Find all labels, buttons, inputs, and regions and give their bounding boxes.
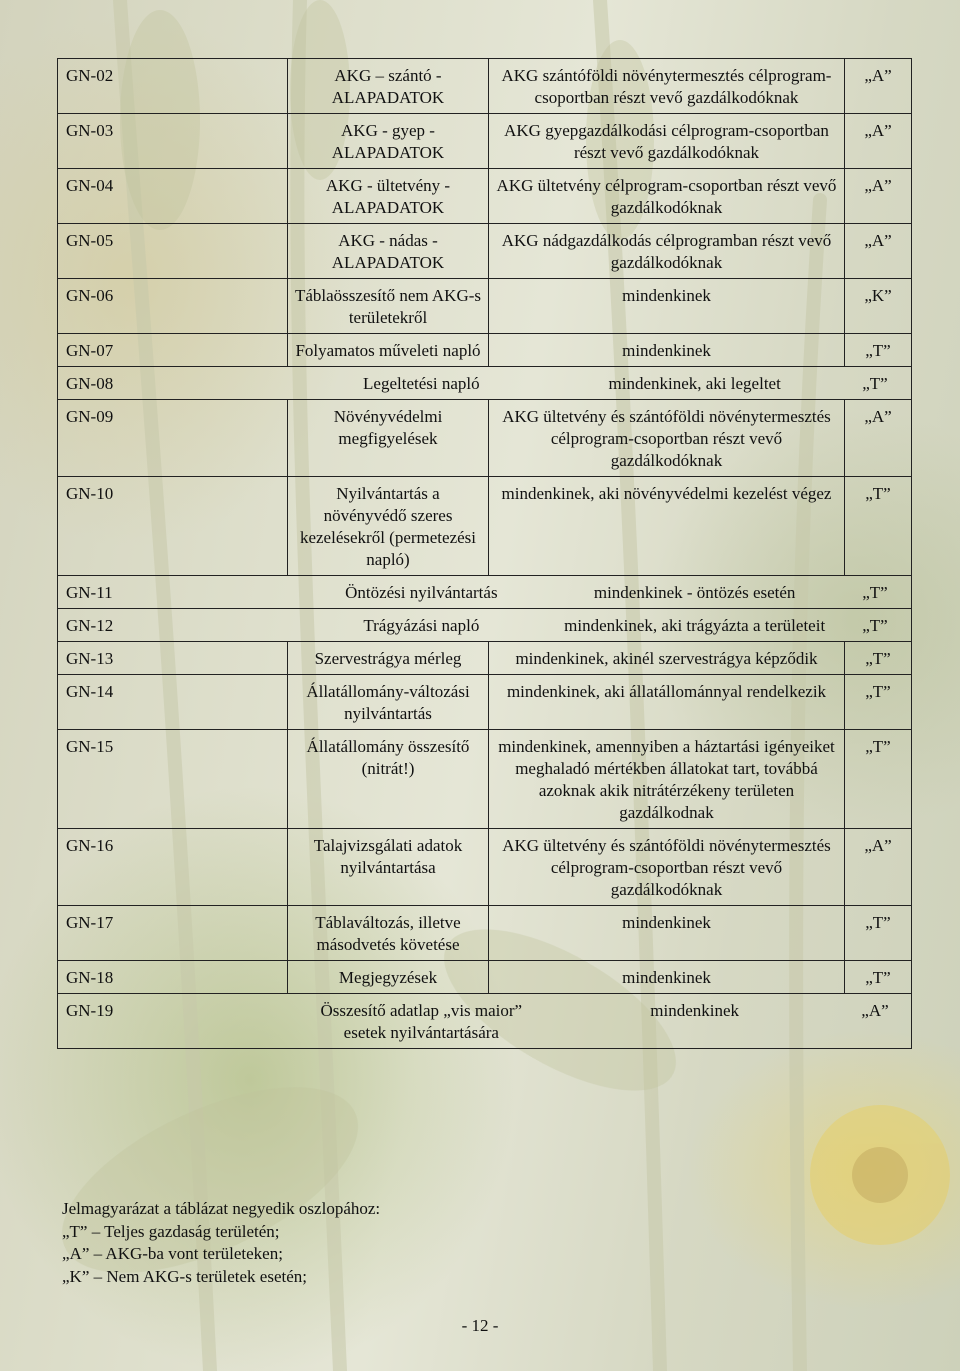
applies-to: mindenkinek - öntözés esetén	[593, 583, 796, 602]
table-row	[58, 334, 912, 367]
table-row	[58, 994, 912, 1049]
form-name: Táblaösszesítő nem AKG-s területekről	[288, 279, 489, 334]
applies-to: mindenkinek, aki legeltet	[608, 374, 781, 393]
form-code: GN-06	[58, 279, 288, 334]
applies-to: mindenkinek, akinél szervestrágya képződik	[489, 642, 845, 675]
legend	[62, 1198, 482, 1288]
table-row	[58, 59, 912, 114]
table-row	[58, 169, 912, 224]
table-row	[58, 961, 912, 994]
area-mark: „T”	[845, 675, 912, 730]
table-row	[58, 400, 912, 477]
merged-row-content	[66, 582, 905, 604]
form-name: Trágyázási napló	[363, 616, 480, 635]
merged-row-cell	[58, 576, 912, 609]
merged-row-cell	[58, 367, 912, 400]
area-mark: „A”	[861, 1001, 889, 1020]
form-name: Állatállomány-változási nyilvántartás	[288, 675, 489, 730]
applies-to: mindenkinek, aki állatállománnyal rendelkezik	[489, 675, 845, 730]
area-mark: „A”	[845, 59, 912, 114]
table-row	[58, 367, 912, 400]
area-mark: „A”	[845, 400, 912, 477]
form-name: Szervestrágya mérleg	[288, 642, 489, 675]
merged-row-content	[66, 373, 905, 395]
area-mark: „A”	[845, 114, 912, 169]
area-mark: „K”	[845, 279, 912, 334]
form-code: GN-15	[58, 730, 288, 829]
forms-table-body	[58, 59, 912, 1049]
applies-to: mindenkinek	[489, 906, 845, 961]
table-row	[58, 114, 912, 169]
applies-to: mindenkinek, aki növényvédelmi kezelést végez	[489, 477, 845, 576]
form-code: GN-12	[66, 616, 114, 635]
legend-title: Jelmagyarázat a táblázat negyedik oszlopához:	[62, 1199, 381, 1218]
merged-row-cell	[58, 609, 912, 642]
applies-to: AKG gyepgazdálkodási célprogram-csoportban részt vevő gazdálkodóknak	[489, 114, 845, 169]
applies-to: mindenkinek	[489, 961, 845, 994]
area-mark: „T”	[845, 334, 912, 367]
merged-row-content	[66, 1000, 905, 1044]
form-name: AKG - ültetvény - ALAPADATOK	[288, 169, 489, 224]
applies-to: mindenkinek	[650, 1001, 740, 1020]
area-mark: „A”	[845, 169, 912, 224]
form-code: GN-07	[58, 334, 288, 367]
applies-to: AKG ültetvény és szántóföldi növénytermesztés célprogram-csoportban részt vevő gazdálkodóknak	[489, 400, 845, 477]
area-mark: „T”	[862, 616, 888, 635]
form-name: Öntözési nyilvántartás	[345, 583, 498, 602]
area-mark: „T”	[862, 583, 888, 602]
merged-row-content	[66, 615, 905, 637]
form-name: Legeltetési napló	[363, 374, 480, 393]
form-name: AKG - nádas - ALAPADATOK	[288, 224, 489, 279]
form-code: GN-09	[58, 400, 288, 477]
legend-item-t: „T” – Teljes gazdaság területén;	[62, 1221, 280, 1241]
form-name: Megjegyzések	[288, 961, 489, 994]
form-code: GN-14	[58, 675, 288, 730]
applies-to: AKG ültetvény célprogram-csoportban részt vevő gazdálkodóknak	[489, 169, 845, 224]
area-mark: „T”	[845, 906, 912, 961]
table-row	[58, 609, 912, 642]
applies-to: mindenkinek	[489, 334, 845, 367]
area-mark: „T”	[845, 961, 912, 994]
applies-to: mindenkinek, aki trágyázta a területeit	[564, 616, 826, 635]
form-code: GN-03	[58, 114, 288, 169]
table-row	[58, 642, 912, 675]
form-code: GN-16	[58, 829, 288, 906]
form-code: GN-04	[58, 169, 288, 224]
form-name: Állatállomány összesítő (nitrát!)	[288, 730, 489, 829]
page-number: - 12 -	[461, 1316, 499, 1335]
applies-to: AKG nádgazdálkodás célprogramban részt vevő gazdálkodóknak	[489, 224, 845, 279]
applies-to: mindenkinek	[489, 279, 845, 334]
area-mark: „T”	[845, 477, 912, 576]
area-mark: „T”	[862, 374, 888, 393]
table-row	[58, 906, 912, 961]
table-row	[58, 576, 912, 609]
form-name: Összesítő adatlap „vis maior” esetek nyilvántartására	[320, 1001, 523, 1042]
form-code: GN-18	[58, 961, 288, 994]
form-code: GN-05	[58, 224, 288, 279]
area-mark: „T”	[845, 642, 912, 675]
table-row	[58, 829, 912, 906]
area-mark: „T”	[845, 730, 912, 829]
area-mark: „A”	[845, 829, 912, 906]
applies-to: mindenkinek, amennyiben a háztartási igényeiket meghaladó mértékben állatokat tart, továbbá azoknak akik nitrátérzékeny területen gazdálkodnak	[489, 730, 845, 829]
table-row	[58, 224, 912, 279]
form-name: AKG – szántó - ALAPADATOK	[288, 59, 489, 114]
form-code: GN-02	[58, 59, 288, 114]
table-row	[58, 477, 912, 576]
form-name: Folyamatos műveleti napló	[288, 334, 489, 367]
form-code: GN-11	[66, 583, 113, 602]
form-name: Növényvédelmi megfigyelések	[288, 400, 489, 477]
applies-to: AKG szántóföldi növénytermesztés célprogram-csoportban részt vevő gazdálkodóknak	[489, 59, 845, 114]
applies-to: AKG ültetvény és szántóföldi növénytermesztés célprogram-csoportban részt vevő gazdálkodóknak	[489, 829, 845, 906]
form-code: GN-13	[58, 642, 288, 675]
form-code: GN-19	[66, 1001, 114, 1020]
table-row	[58, 675, 912, 730]
form-code: GN-10	[58, 477, 288, 576]
legend-item-a: „A” – AKG-ba vont területeken;	[62, 1244, 283, 1263]
form-code: GN-08	[66, 374, 114, 393]
table-row	[58, 730, 912, 829]
form-name: Táblaváltozás, illetve másodvetés követése	[288, 906, 489, 961]
merged-row-cell	[58, 994, 912, 1049]
legend-item-k: „K” – Nem AKG-s területek esetén;	[62, 1266, 307, 1286]
table-row	[58, 279, 912, 334]
form-name: Talajvizsgálati adatok nyilvántartása	[288, 829, 489, 906]
forms-table	[57, 58, 912, 1049]
form-code: GN-17	[58, 906, 288, 961]
area-mark: „A”	[845, 224, 912, 279]
form-name: Nyilvántartás a növényvédő szeres kezelésekről (permetezési napló)	[288, 477, 489, 576]
form-name: AKG - gyep - ALAPADATOK	[288, 114, 489, 169]
